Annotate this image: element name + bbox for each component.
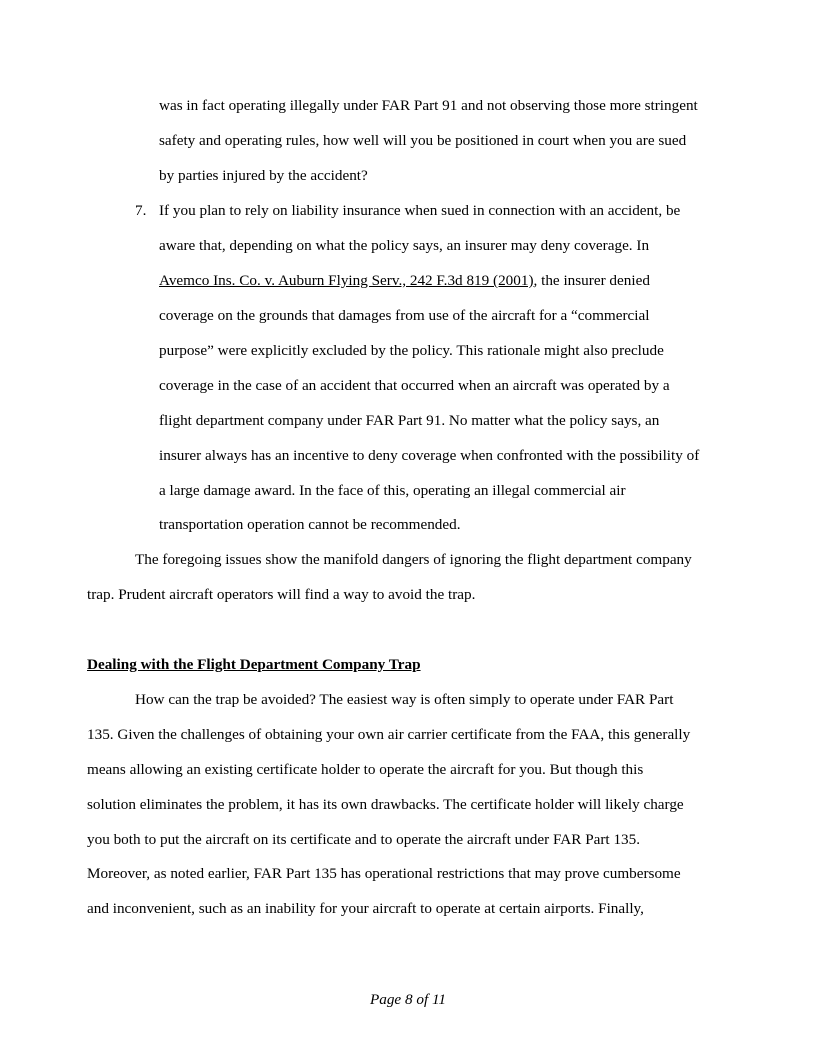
section-paragraph-line-3: means allowing an existing certificate holder to operate the aircraft for you. But though this: [87, 761, 644, 778]
section-heading: Dealing with the Flight Department Company Trap: [87, 656, 421, 673]
list-item-number-7: 7.: [135, 202, 147, 219]
item7-line-9: a large damage award. In the face of this, operating an illegal commercial air: [159, 482, 626, 499]
item7-line-5: purpose” were explicitly excluded by the policy. This rationale might also preclude: [159, 342, 664, 359]
item7-line-7: flight department company under FAR Part 91. No matter what the policy says, an: [159, 412, 660, 429]
section-paragraph-line-6: Moreover, as noted earlier, FAR Part 135 has operational restrictions that may prove cumbersome: [87, 865, 681, 882]
item7-line-6: coverage in the case of an accident that occurred when an aircraft was operated by a: [159, 377, 670, 394]
list-continuation-line-2: safety and operating rules, how well will you be positioned in court when you are sued: [159, 132, 687, 149]
item7-line-8: insurer always has an incentive to deny coverage when confronted with the possibility of: [159, 447, 700, 464]
item7-line-4: coverage on the grounds that damages from use of the aircraft for a “commercial: [159, 307, 650, 324]
section-paragraph-line-4: solution eliminates the problem, it has its own drawbacks. The certificate holder will likely charge: [87, 796, 684, 813]
list-continuation-line-3: by parties injured by the accident?: [159, 167, 368, 184]
section-paragraph-line-1: How can the trap be avoided? The easiest way is often simply to operate under FAR Part: [135, 691, 674, 708]
list-continuation-line-1: was in fact operating illegally under FAR Part 91 and not observing those more stringent: [159, 97, 698, 114]
section-paragraph-line-7: and inconvenient, such as an inability for your aircraft to operate at certain airports. Finally,: [87, 900, 644, 917]
foregoing-paragraph-line-2: trap. Prudent aircraft operators will find a way to avoid the trap.: [87, 586, 476, 603]
item7-line-10: transportation operation cannot be recommended.: [159, 516, 461, 533]
item7-line-3: [159, 271, 650, 291]
item7-line-3-rest: , the insurer denied: [533, 272, 650, 289]
item7-line-2: aware that, depending on what the policy says, an insurer may deny coverage. In: [159, 237, 650, 254]
section-paragraph-line-5: you both to put the aircraft on its certificate and to operate the aircraft under FAR Part 135.: [87, 831, 641, 848]
case-citation: Avemco Ins. Co. v. Auburn Flying Serv., 242 F.3d 819 (2001): [159, 272, 534, 289]
item7-line-1: If you plan to rely on liability insurance when sued in connection with an accident, be: [159, 202, 681, 219]
section-paragraph-line-2: 135. Given the challenges of obtaining your own air carrier certificate from the FAA, this generally: [87, 726, 691, 743]
page-number-footer: Page 8 of 11: [369, 991, 447, 1008]
foregoing-paragraph-line-1: The foregoing issues show the manifold dangers of ignoring the flight department company: [135, 551, 692, 568]
